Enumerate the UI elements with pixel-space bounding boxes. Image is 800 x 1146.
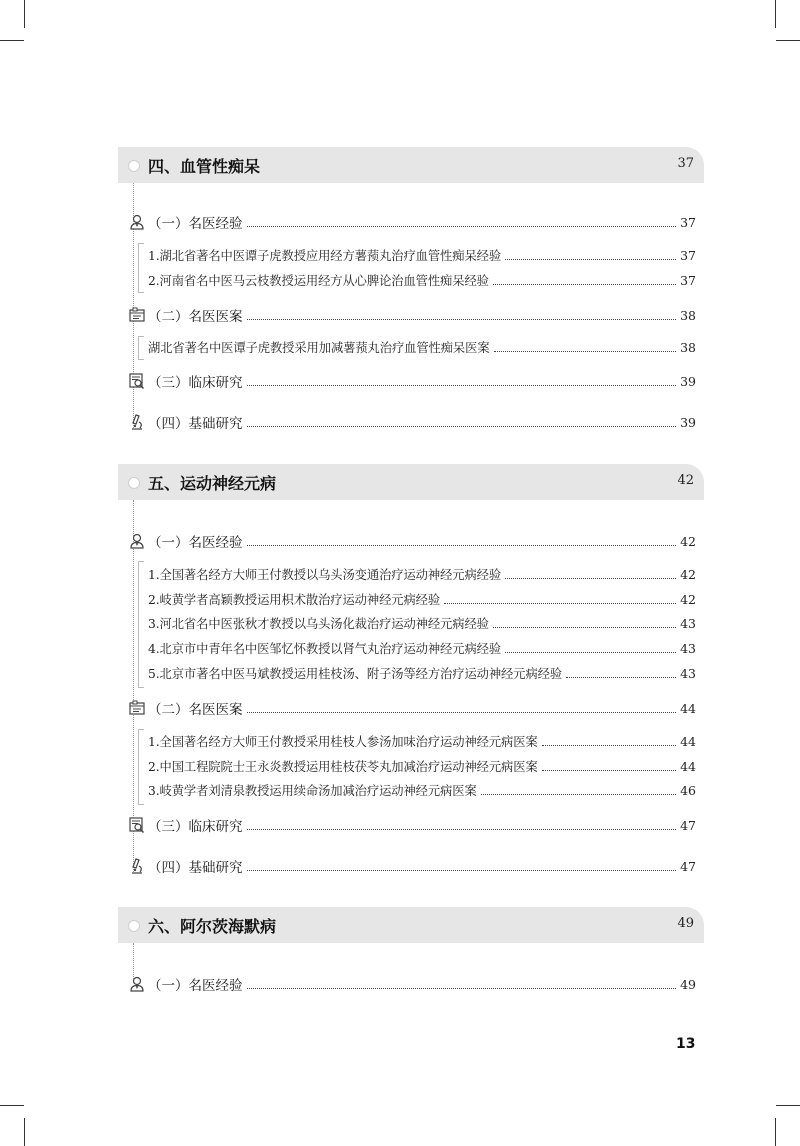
toc-entry[interactable] xyxy=(148,590,696,608)
entry-label: 5.北京市著名中医马斌教授运用桂枝汤、附子汤等经方治疗运动神经元病经验 xyxy=(148,667,563,681)
section-page: 42 xyxy=(677,473,694,488)
clinical-research-icon xyxy=(128,816,146,834)
doctor-icon xyxy=(128,532,146,550)
group-label: （一）名医经验 xyxy=(148,535,243,551)
leader-dots xyxy=(247,545,677,546)
section-header[interactable] xyxy=(118,907,704,943)
group-page: 44 xyxy=(680,700,696,716)
toc-entry[interactable] xyxy=(148,565,696,583)
entry-label: 1.全国著名经方大师王付教授采用桂枝人参汤加味治疗运动神经元病医案 xyxy=(148,735,538,749)
leader-dots xyxy=(247,226,677,227)
entry-page: 44 xyxy=(680,733,696,749)
toc-entry[interactable] xyxy=(148,246,696,264)
group-label: （四）基础研究 xyxy=(148,860,243,876)
toc-group[interactable] xyxy=(128,305,696,325)
leader-dots xyxy=(505,259,676,260)
microscope-icon xyxy=(128,857,146,875)
leader-dots xyxy=(542,770,676,771)
entry-page: 43 xyxy=(680,640,696,656)
toc-entry[interactable] xyxy=(148,639,696,657)
leader-dots xyxy=(493,284,676,285)
entry-label: 湖北省著名中医谭子虎教授采用加减薯蓣丸治疗血管性痴呆医案 xyxy=(148,341,490,355)
leader-dots xyxy=(505,578,676,579)
group-page: 37 xyxy=(680,214,696,230)
group-page: 38 xyxy=(680,307,696,323)
toc-group[interactable] xyxy=(128,974,696,994)
group-page: 47 xyxy=(680,858,696,874)
entry-bracket xyxy=(138,243,144,293)
leader-dots xyxy=(494,351,677,352)
entry-label: 3.河北省名中医张秋才教授以乌头汤化裁治疗运动神经元病经验 xyxy=(148,617,489,631)
entry-page: 43 xyxy=(680,615,696,631)
leader-dots xyxy=(505,652,676,653)
entry-label: 2.河南省名中医马云枝教授运用经方从心脾论治血管性痴呆经验 xyxy=(148,274,489,288)
group-label: （二）名医医案 xyxy=(148,309,243,325)
clinical-research-icon xyxy=(128,372,146,390)
leader-dots xyxy=(247,712,677,713)
toc-entry[interactable] xyxy=(148,781,696,799)
leader-dots xyxy=(247,385,677,386)
leader-dots xyxy=(247,319,677,320)
toc-entry[interactable] xyxy=(148,338,696,356)
leader-dots xyxy=(481,794,676,795)
entry-label: 1.湖北省著名中医谭子虎教授应用经方薯蓣丸治疗血管性痴呆经验 xyxy=(148,249,502,263)
entry-page: 46 xyxy=(680,782,696,798)
group-label: （三）临床研究 xyxy=(148,375,243,391)
entry-page: 37 xyxy=(680,272,696,288)
microscope-icon xyxy=(128,413,146,431)
group-label: （二）名医医案 xyxy=(148,702,243,718)
entry-page: 38 xyxy=(680,339,696,355)
group-label: （四）基础研究 xyxy=(148,416,243,432)
entry-label: 4.北京市中青年名中医邹忆怀教授以肾气丸治疗运动神经元病经验 xyxy=(148,642,502,656)
entry-bracket xyxy=(138,561,144,688)
section-title: 六、阿尔茨海默病 xyxy=(148,917,277,936)
case-file-icon xyxy=(128,699,146,717)
toc-entry[interactable] xyxy=(148,732,696,750)
section-page: 49 xyxy=(677,916,694,931)
section-title: 四、血管性痴呆 xyxy=(148,157,261,176)
entry-label: 1.全国著名经方大师王付教授以乌头汤变通治疗运动神经元病经验 xyxy=(148,568,502,582)
entry-page: 44 xyxy=(680,758,696,774)
leader-dots xyxy=(542,745,676,746)
case-file-icon xyxy=(128,306,146,324)
toc-group[interactable] xyxy=(128,698,696,718)
section-header[interactable] xyxy=(118,464,704,500)
entry-label: 3.岐黄学者刘清泉教授运用续命汤加减治疗运动神经元病医案 xyxy=(148,784,477,798)
leader-dots xyxy=(247,988,677,989)
entry-bracket xyxy=(138,729,144,805)
entry-bracket xyxy=(138,336,144,360)
leader-dots xyxy=(247,870,677,871)
entry-page: 43 xyxy=(680,665,696,681)
group-label: （三）临床研究 xyxy=(148,819,243,835)
toc-group[interactable] xyxy=(128,371,696,391)
toc-group[interactable] xyxy=(128,856,696,876)
group-page: 39 xyxy=(680,414,696,430)
doctor-icon xyxy=(128,213,146,231)
group-label: （一）名医经验 xyxy=(148,978,243,994)
toc-entry[interactable] xyxy=(148,614,696,632)
toc-group[interactable] xyxy=(128,531,696,551)
group-page: 49 xyxy=(680,976,696,992)
group-label: （一）名医经验 xyxy=(148,216,243,232)
toc-entry[interactable] xyxy=(148,757,696,775)
entry-page: 42 xyxy=(680,566,696,582)
doctor-icon xyxy=(128,975,146,993)
entry-label: 2.岐黄学者高颖教授运用枳术散治疗运动神经元病经验 xyxy=(148,593,441,607)
toc-entry[interactable] xyxy=(148,271,696,289)
page-number: 13 xyxy=(676,1036,696,1052)
bullet-dot xyxy=(128,477,140,489)
group-page: 42 xyxy=(680,533,696,549)
toc-entry[interactable] xyxy=(148,664,696,682)
leader-dots xyxy=(247,426,677,427)
toc-group[interactable] xyxy=(128,412,696,432)
toc-group[interactable] xyxy=(128,815,696,835)
leader-dots xyxy=(493,627,676,628)
section-page: 37 xyxy=(677,156,694,171)
bullet-dot xyxy=(128,920,140,932)
leader-dots xyxy=(247,829,677,830)
leader-dots xyxy=(566,677,676,678)
entry-page: 37 xyxy=(680,247,696,263)
group-page: 39 xyxy=(680,373,696,389)
entry-page: 42 xyxy=(680,591,696,607)
group-page: 47 xyxy=(680,817,696,833)
toc-group[interactable] xyxy=(128,212,696,232)
entry-label: 2.中国工程院院士王永炎教授运用桂枝茯苓丸加减治疗运动神经元病医案 xyxy=(148,760,538,774)
section-title: 五、运动神经元病 xyxy=(148,474,277,493)
bullet-dot xyxy=(128,160,140,172)
section-header[interactable] xyxy=(118,147,704,183)
leader-dots xyxy=(444,603,676,604)
